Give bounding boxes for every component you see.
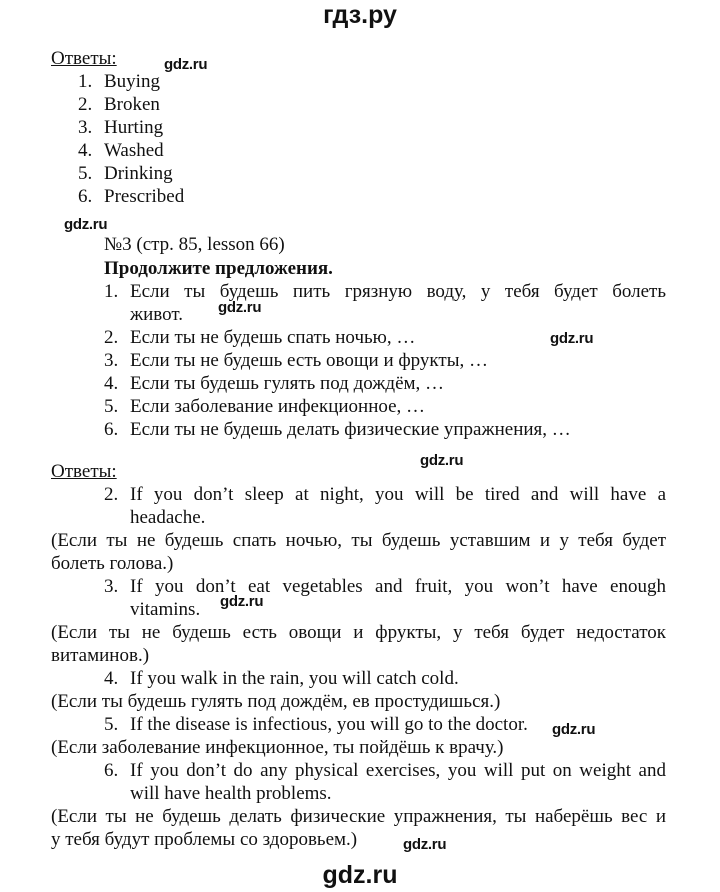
item-text: If you don’t do any physical exercises, you will put on weight and: [130, 760, 666, 781]
item-text: Если ты не будешь есть овощи и фрукты, …: [130, 350, 488, 371]
item-text: If you don’t eat vegetables and fruit, you won’t have enough: [130, 576, 666, 597]
item-number: 5.: [104, 714, 119, 735]
item-number: 3.: [104, 576, 119, 597]
list-item: [78, 116, 163, 139]
item-text-continuation: will have health problems.: [130, 783, 332, 804]
list-item: [104, 349, 488, 372]
watermark: gdz.ru: [550, 330, 594, 347]
list-item: [104, 280, 666, 303]
item-text: Broken: [104, 94, 160, 115]
item-number: 6.: [104, 419, 119, 440]
item-text: Drinking: [104, 163, 173, 184]
list-item: [104, 372, 444, 395]
item-number: 2.: [104, 484, 119, 505]
translation-text: (Если ты будешь гулять под дождём, ев простудишься.): [51, 691, 501, 712]
item-text-continuation: headache.: [130, 507, 206, 528]
item-text: If you don’t sleep at night, you will be tired and will have a: [130, 484, 666, 505]
item-number: 4.: [104, 373, 119, 394]
watermark: gdz.ru: [220, 593, 264, 610]
list-item: [78, 185, 184, 208]
header-site-logo: гдз.ру: [323, 1, 397, 29]
list-item: [104, 575, 666, 598]
translation-text-continuation: у тебя будут проблемы со здоровьем.): [51, 829, 358, 850]
item-text: Если ты не будешь спать ночью, …: [130, 327, 416, 348]
item-text: Buying: [104, 71, 160, 92]
item-number: 1.: [104, 281, 119, 302]
list-item: [104, 483, 666, 506]
item-number: 4.: [78, 140, 93, 161]
list-item: [104, 418, 571, 441]
item-text: Hurting: [104, 117, 164, 138]
translation-text: (Если ты не будешь делать физические упражнения, ты наберёшь вес и: [51, 806, 666, 827]
translation-text: (Если ты не будешь спать ночью, ты будешь уставшим и у тебя будет: [51, 530, 666, 551]
item-number: 5.: [104, 396, 119, 417]
list-item: [78, 139, 164, 162]
list-item: [104, 326, 415, 349]
item-text-continuation: vitamins.: [130, 599, 201, 620]
list-item: [104, 713, 528, 736]
item-text: Washed: [104, 140, 164, 161]
item-text: Если заболевание инфекционное, …: [130, 396, 426, 417]
item-text-continuation: живот.: [130, 304, 184, 325]
item-number: 3.: [78, 117, 93, 138]
list-item: [78, 70, 160, 93]
watermark: gdz.ru: [420, 452, 464, 469]
item-number: 1.: [78, 71, 93, 92]
item-number: 4.: [104, 668, 119, 689]
watermark: gdz.ru: [218, 299, 262, 316]
exercise-instruction: Продолжите предложения.: [104, 258, 333, 279]
list-item: [104, 759, 666, 782]
list-item: [104, 395, 425, 418]
item-text: Prescribed: [104, 186, 185, 207]
item-text: Если ты будешь пить грязную воду, у тебя будет болеть: [130, 281, 666, 302]
translation-text-continuation: витаминов.): [51, 645, 150, 666]
watermark: gdz.ru: [64, 216, 108, 233]
item-number: 6.: [78, 186, 93, 207]
item-number: 2.: [78, 94, 93, 115]
list-item: [78, 162, 173, 185]
item-text: If you walk in the rain, you will catch cold.: [130, 668, 459, 689]
translation-text-continuation: болеть голова.): [51, 553, 174, 574]
translation-text: (Если заболевание инфекционное, ты пойдёшь к врачу.): [51, 737, 504, 758]
item-text: Если ты не будешь делать физические упражнения, …: [130, 419, 571, 440]
answers-heading: Ответы:: [51, 461, 117, 482]
item-text: Если ты будешь гулять под дождём, …: [130, 373, 445, 394]
item-number: 6.: [104, 760, 119, 781]
answers-heading: Ответы:: [51, 48, 117, 69]
list-item: [104, 667, 459, 690]
watermark: gdz.ru: [403, 836, 447, 853]
item-number: 2.: [104, 327, 119, 348]
item-number: 5.: [78, 163, 93, 184]
item-number: 3.: [104, 350, 119, 371]
item-text: If the disease is infectious, you will go to the doctor.: [130, 714, 528, 735]
exercise-reference: №3 (стр. 85, lesson 66): [104, 234, 285, 255]
watermark: gdz.ru: [164, 56, 208, 73]
watermark: gdz.ru: [552, 721, 596, 738]
translation-text: (Если ты не будешь есть овощи и фрукты, у тебя будет недостаток: [51, 622, 666, 643]
footer-site-logo: gdz.ru: [322, 861, 398, 889]
list-item: [78, 93, 160, 116]
